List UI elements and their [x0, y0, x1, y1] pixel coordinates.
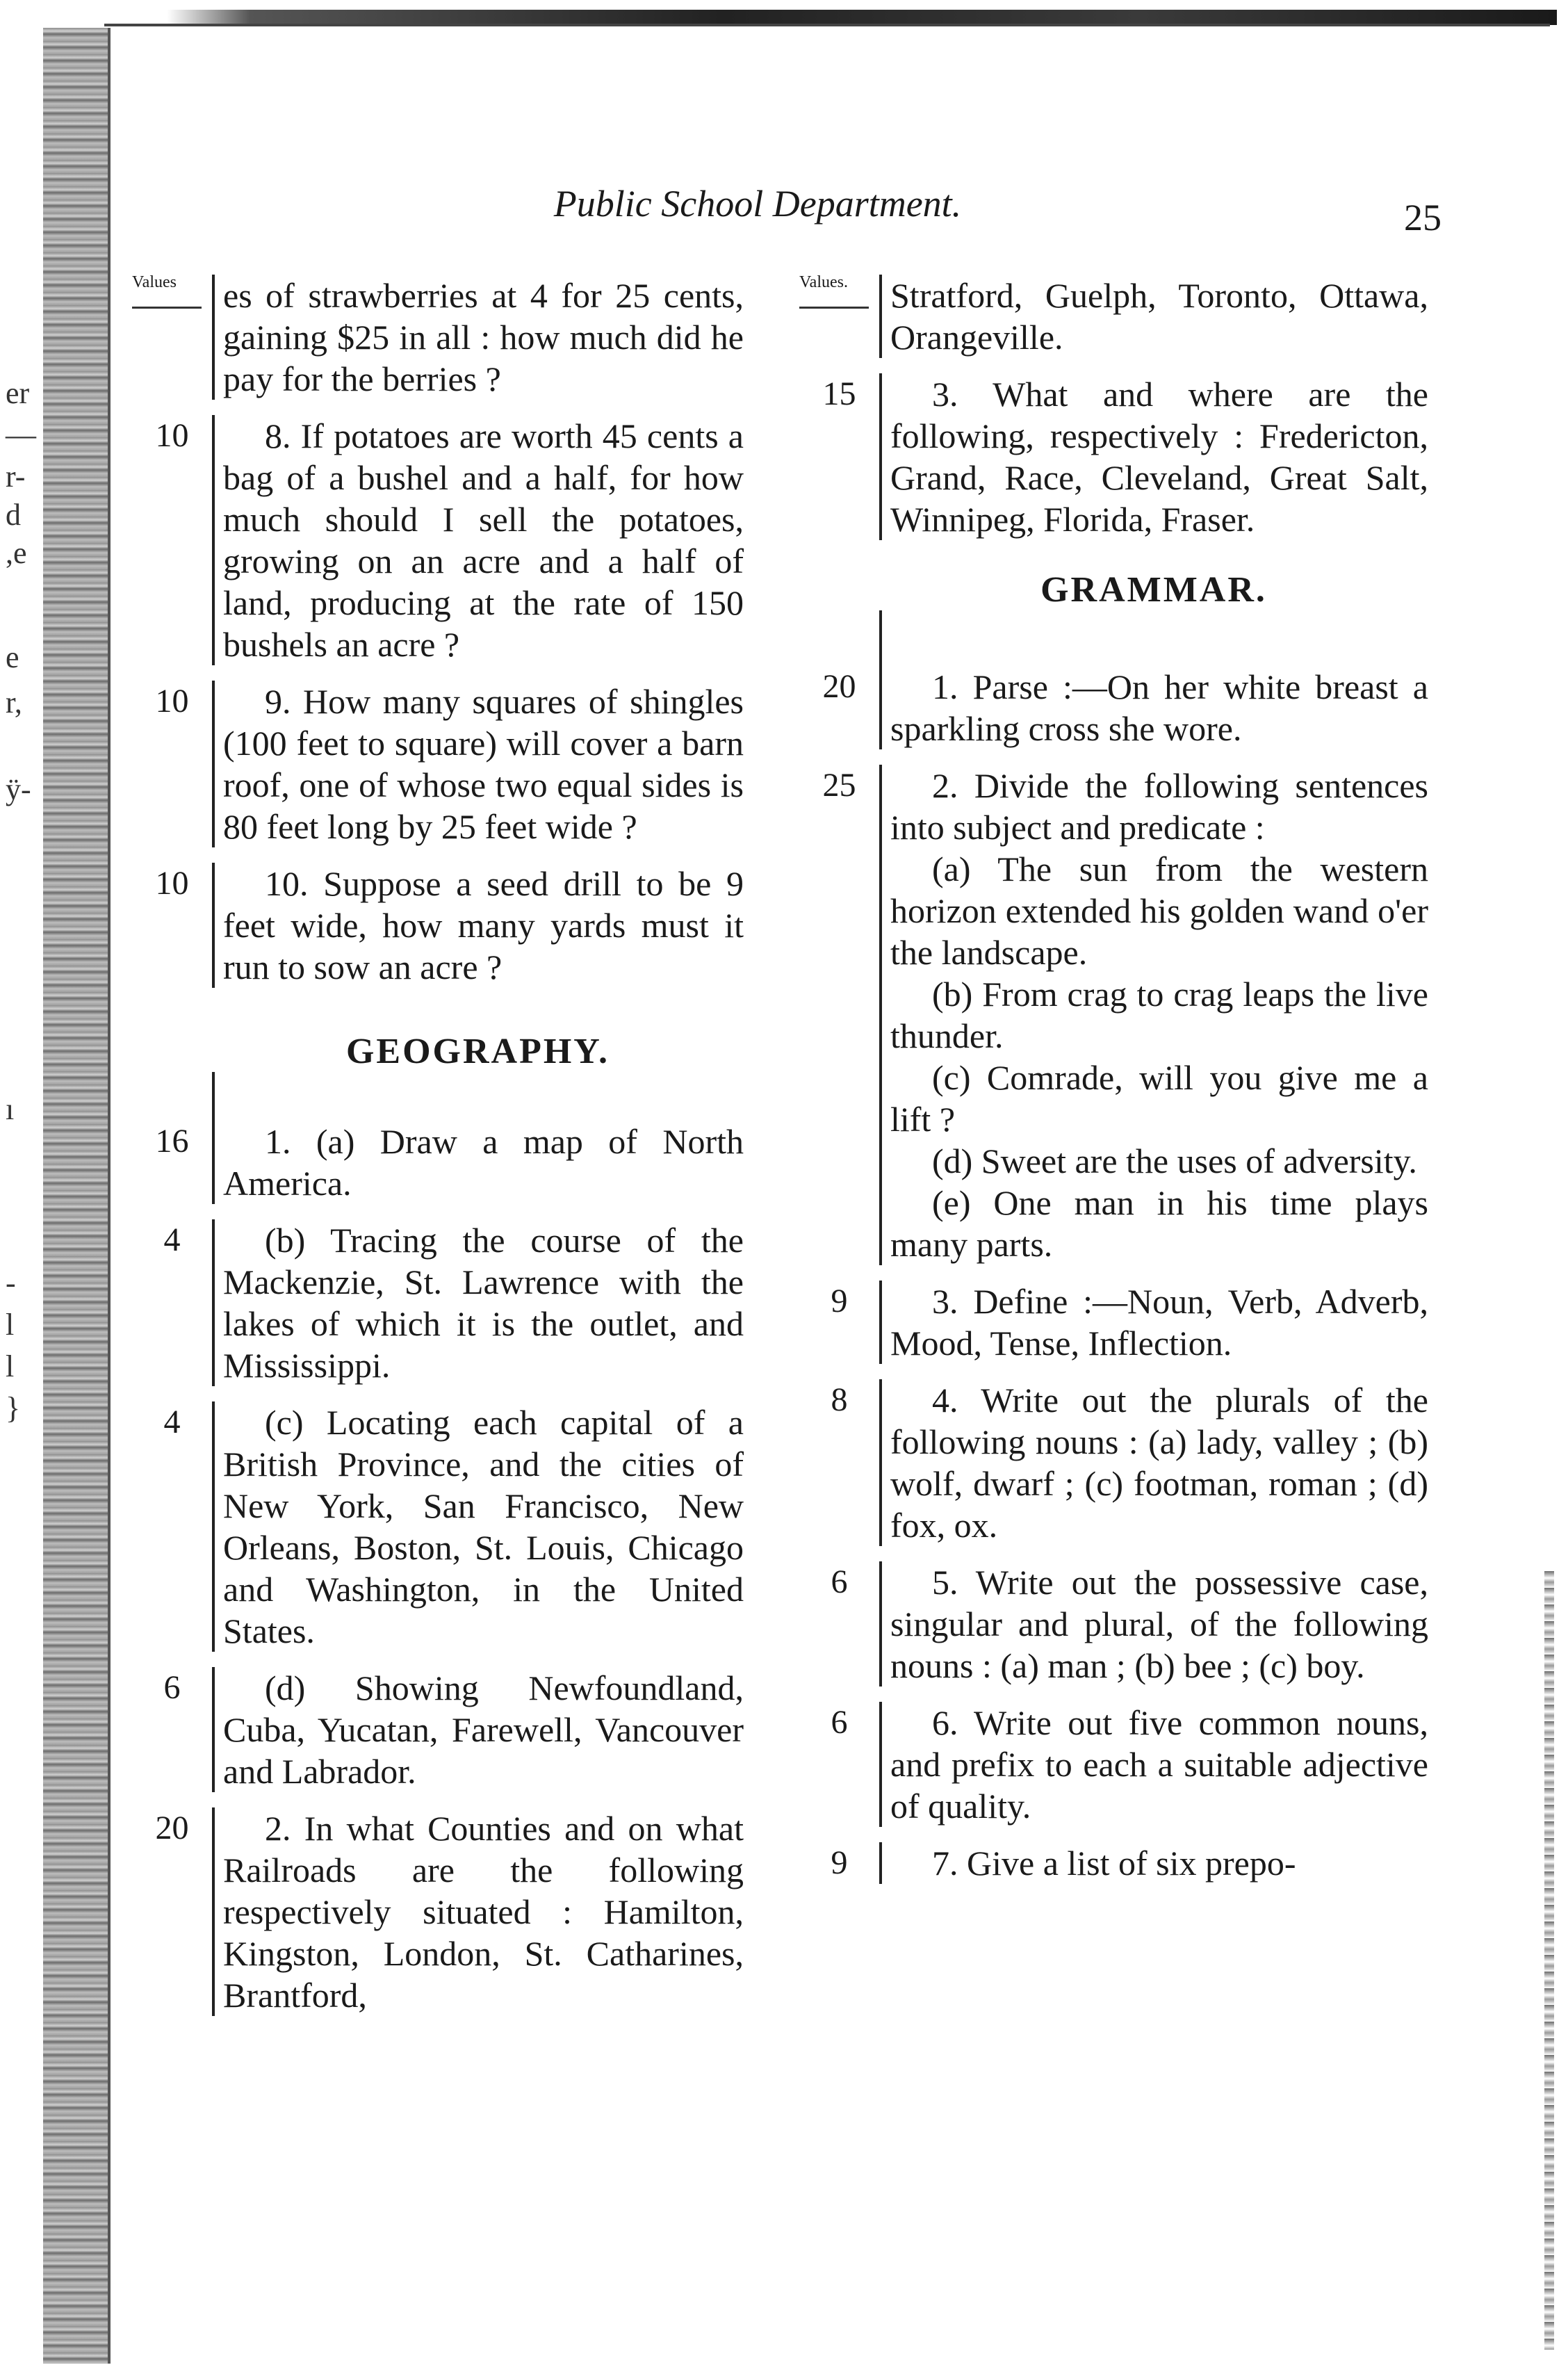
- question-text: 10. Suppose a seed drill to be 9 feet wide, how many yards must it run to sow an acre ?: [212, 863, 744, 988]
- mark-value: 4: [163, 1404, 181, 1440]
- mark-value: 6: [831, 1563, 848, 1600]
- spine-rule: [108, 28, 111, 2364]
- question-text: [879, 765, 1428, 1265]
- margin-fragment: er: [6, 376, 30, 410]
- question-text: 9. How many squares of shingles (100 feet to square) will cover a barn roof, one of whose two equal sides is 80 feet long by 25 feet wide ?: [212, 681, 744, 847]
- question-item: [799, 1842, 1428, 1884]
- question-text: 7. Give a list of six prepo-: [879, 1842, 1428, 1884]
- question-item: [799, 765, 1428, 1265]
- column-rule: [212, 1072, 744, 1121]
- section-heading-grammar: GRAMMAR.: [1040, 570, 1267, 610]
- mark-value: 9: [831, 1844, 848, 1881]
- question-text: 6. Write out five common nouns, and prefix to each a suitable adjective of quality.: [879, 1702, 1428, 1827]
- question-text: 3. What and where are the following, respectively : Fredericton, Grand, Race, Cleveland, Great Salt, Winnipeg, Florida, Fraser.: [879, 373, 1428, 540]
- mark-value: 6: [831, 1704, 848, 1741]
- question-text: 1. (a) Draw a map of North America.: [212, 1121, 744, 1204]
- question-item: [799, 1702, 1428, 1827]
- sentence-a: (a) The sun from the western horizon extended his golden wand o'er the landscape.: [890, 850, 1428, 972]
- values-label: Values: [132, 273, 177, 291]
- question-item: [132, 415, 744, 665]
- margin-fragment: }: [6, 1391, 21, 1425]
- question-item: [799, 275, 1428, 358]
- margin-fragments: [3, 0, 38, 2365]
- mark-value: 20: [155, 1810, 189, 1846]
- margin-fragment: ,e: [6, 536, 27, 570]
- mark-value: 6: [163, 1669, 181, 1706]
- mark-value: 4: [163, 1221, 181, 1258]
- question-prompt: 2. Divide the following sentences into subject and predicate :: [890, 766, 1428, 847]
- section-heading-geography: GEOGRAPHY.: [345, 1032, 610, 1071]
- sentence-c: (c) Comrade, will you give me a lift ?: [890, 1058, 1428, 1139]
- running-header-title: Public School Department.: [553, 183, 962, 225]
- question-item: [799, 373, 1428, 540]
- question-item: [132, 275, 744, 400]
- margin-fragment: ı: [6, 1092, 15, 1126]
- question-text: (c) Locating each capital of a British Province, and the cities of New York, San Francisco, New Orleans, Boston, St. Louis, Chicago and Washington, in the United States.: [212, 1401, 744, 1652]
- column-rule: [879, 610, 1428, 666]
- mark-value: 10: [155, 417, 189, 454]
- left-column: [132, 275, 744, 2031]
- question-item: [132, 863, 744, 988]
- margin-fragment: -: [6, 1266, 16, 1300]
- question-item: [132, 1121, 744, 1204]
- question-text: 5. Write out the possessive case, singular and plural, of the following nouns : (a) man ; (b) bee ; (c) boy.: [879, 1561, 1428, 1687]
- book-spine-edge: [43, 28, 109, 2364]
- right-page-edge: [1544, 1571, 1554, 2350]
- question-text: 4. Write out the plurals of the following nouns : (a) lady, valley ; (b) wolf, dwarf ; (c) footman, roman ; (d) fox, ox.: [879, 1379, 1428, 1546]
- mark-value: 8: [831, 1381, 848, 1418]
- sentence-e: (e) One man in his time plays many parts.: [890, 1183, 1428, 1264]
- mark-value: 20: [822, 668, 856, 705]
- question-item: [132, 681, 744, 847]
- question-text: (d) Showing Newfoundland, Cuba, Yucatan, Farewell, Vancouver and Labrador.: [212, 1667, 744, 1792]
- question-item: [799, 1379, 1428, 1546]
- question-item: [132, 1807, 744, 2016]
- margin-fragment: r-: [6, 460, 26, 494]
- right-column: [799, 275, 1428, 1899]
- question-text: 2. In what Counties and on what Railroads are the following respectively situated : Hamilton, Kingston, London, St. Catharines, Brantford,: [212, 1807, 744, 2016]
- mark-value: 16: [155, 1123, 189, 1160]
- margin-fragment: l: [6, 1308, 15, 1342]
- sentence-b: (b) From crag to crag leaps the live thunder.: [890, 975, 1428, 1055]
- question-text: (b) Tracing the course of the Mackenzie, St. Lawrence with the lakes of which it is the outlet, and Mississippi.: [212, 1219, 744, 1386]
- question-item: [799, 1281, 1428, 1364]
- margin-fragment: ÿ-: [6, 772, 31, 806]
- values-label: Values.: [799, 273, 848, 291]
- page-number: 25: [1404, 197, 1442, 238]
- question-text: 3. Define :—Noun, Verb, Adverb, Mood, Tense, Inflection.: [879, 1281, 1428, 1364]
- top-rule: [167, 10, 1557, 25]
- question-text: es of strawberries at 4 for 25 cents, gaining $25 in all : how much did he pay for the berries ?: [212, 275, 744, 400]
- question-text: Stratford, Guelph, Toronto, Ottawa, Orangeville.: [879, 275, 1428, 358]
- question-item: [132, 1667, 744, 1792]
- margin-fragment: —: [6, 418, 36, 452]
- question-item: [799, 666, 1428, 749]
- mark-value: 10: [155, 865, 189, 902]
- mark-value: 15: [822, 375, 856, 412]
- margin-fragment: r,: [6, 685, 22, 720]
- mark-value: 10: [155, 683, 189, 720]
- mark-value: 25: [822, 767, 856, 804]
- question-item: [132, 1401, 744, 1652]
- question-text: 8. If potatoes are worth 45 cents a bag of a bushel and a half, for how much should I sell the potatoes, growing on an acre and a half of land, producing at the rate of 150 bushels an acre ?: [212, 415, 744, 665]
- question-item: [799, 1561, 1428, 1687]
- margin-fragment: d: [6, 498, 21, 532]
- margin-fragment: e: [6, 640, 19, 674]
- mark-value: 9: [831, 1283, 848, 1319]
- margin-fragment: l: [6, 1349, 15, 1383]
- sentence-d: (d) Sweet are the uses of adversity.: [932, 1141, 1417, 1180]
- question-item: [132, 1219, 744, 1386]
- question-text: 1. Parse :—On her white breast a sparkling cross she wore.: [879, 666, 1428, 749]
- top-rule-thin: [104, 24, 1550, 26]
